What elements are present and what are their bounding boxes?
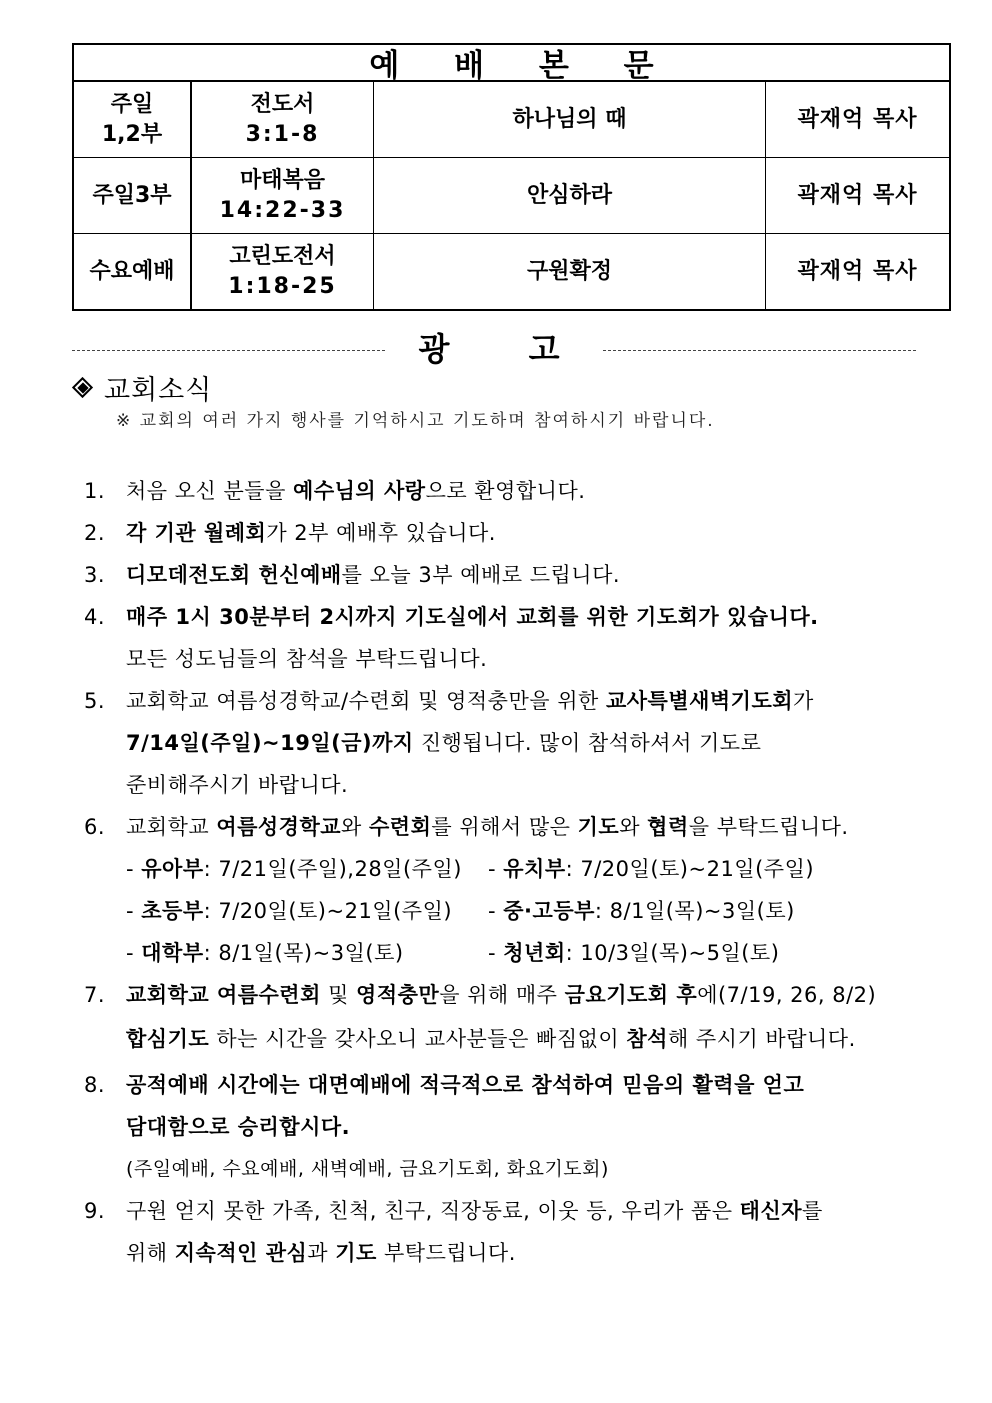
- item-text: 처음 오신 분들을: [126, 479, 294, 503]
- item-emphasis: 금요기도회 후: [564, 983, 698, 1007]
- item-emphasis: 협력: [647, 815, 689, 839]
- department-label: 중·고등부: [503, 899, 595, 923]
- item-emphasis: 7/14일(주일)~19일(금)까지: [126, 731, 414, 755]
- item-text: 을 부탁드립니다.: [688, 815, 849, 839]
- dash-bullet: -: [488, 941, 504, 965]
- announcements-header: [72, 327, 916, 367]
- list-item: [84, 596, 944, 680]
- item-emphasis: 각 기관 월례회: [126, 521, 267, 545]
- scripture-book: 전도서: [250, 91, 315, 117]
- schedule-row: [126, 890, 944, 932]
- item-emphasis: 기도: [335, 1241, 377, 1265]
- item-text: 구원 얻지 못한 가족, 친척, 친구, 직장동료, 이웃 등, 우리가 품은: [126, 1199, 740, 1223]
- worship-table-title: 예 배 본 문: [74, 45, 949, 82]
- item-emphasis: 디모데전도회 헌신예배: [126, 563, 342, 587]
- announcements-title: 광 고: [418, 330, 594, 368]
- schedule-row: [126, 848, 944, 890]
- list-item: [84, 974, 944, 1060]
- table-row: [74, 82, 949, 158]
- item-emphasis: 수련회: [369, 815, 432, 839]
- worship-scripture-table: [72, 43, 951, 311]
- item-text: 가: [793, 689, 814, 713]
- item-emphasis: 매주 1시 30분부터 2시까지 기도실에서 교회를 위한 기도회가 있습니다.: [126, 605, 819, 629]
- table-row: [74, 234, 949, 309]
- item-emphasis: 태신자: [739, 1199, 803, 1223]
- department-dates: : 7/20일(토)~21일(주일): [203, 899, 453, 923]
- department-label: 청년회: [503, 941, 566, 965]
- list-item: [84, 470, 944, 512]
- scripture-cell: [192, 82, 374, 157]
- department-label: 유치부: [503, 857, 566, 881]
- department-dates: : 7/21일(주일),28일(주일): [203, 857, 462, 881]
- department-dates: : 8/1일(목)~3일(토): [594, 899, 795, 923]
- item-text: 에(7/19, 26, 8/2): [697, 983, 877, 1007]
- item-text: 모든 성도님들의 참석을 부탁드립니다.: [126, 647, 488, 671]
- item-text: 을 위해 매주: [439, 983, 565, 1007]
- item-number: 1.: [84, 479, 106, 503]
- item-text: 과: [307, 1241, 336, 1265]
- service-name: 주일: [110, 91, 154, 117]
- item-number: 5.: [84, 689, 106, 713]
- item-emphasis: 공적예배 시간에는 대면예배에 적극적으로 참석하여 믿음의 활력을 얻고: [126, 1073, 805, 1097]
- scripture-cell: [192, 234, 374, 309]
- list-item: [84, 554, 944, 596]
- scripture-reference: 3:1-8: [245, 121, 320, 147]
- item-text: 를 오늘 3부 예배로 드립니다.: [341, 563, 621, 587]
- list-item: [84, 1064, 944, 1190]
- preacher: 곽재억 목사: [797, 182, 918, 208]
- announcement-list: [84, 470, 944, 1274]
- schedule-row: [126, 932, 944, 974]
- item-text: 및: [320, 983, 357, 1007]
- list-item: [84, 1190, 944, 1274]
- item-text: 하는 시간을 갖사오니 교사분들은 빠짐없이: [209, 1027, 627, 1051]
- item-text: 교회학교: [126, 815, 217, 839]
- item-number: 9.: [84, 1199, 106, 1223]
- item-text: 와: [341, 815, 370, 839]
- department-dates: : 7/20일(토)~21일(주일): [565, 857, 815, 881]
- sermon-title: 하나님의 때: [374, 82, 766, 157]
- department-label: 유아부: [141, 857, 204, 881]
- service-name: 주일3부: [74, 158, 192, 233]
- divider-left: [72, 350, 385, 351]
- item-text: 를 위해서 많은: [431, 815, 578, 839]
- divider-right: [603, 350, 916, 351]
- item-number: 7.: [84, 983, 106, 1007]
- item-number: 4.: [84, 605, 106, 629]
- item-emphasis: 영적충만: [356, 983, 440, 1007]
- department-dates: : 10/3일(목)~5일(토): [565, 941, 780, 965]
- item-number: 6.: [84, 815, 106, 839]
- dash-bullet: -: [126, 899, 142, 923]
- list-item: [84, 680, 944, 806]
- item-number: 8.: [84, 1073, 106, 1097]
- item-text: 진행됩니다. 많이 참석하셔서 기도로: [413, 731, 762, 755]
- department-label: 초등부: [141, 899, 204, 923]
- diamond-bullet-icon: [72, 377, 94, 399]
- table-row: [74, 158, 949, 234]
- department-label: 대학부: [141, 941, 204, 965]
- sermon-title: 안심하라: [374, 158, 766, 233]
- list-item: [84, 806, 944, 974]
- item-emphasis: 합심기도: [126, 1027, 210, 1051]
- item-emphasis: 지속적인 관심: [174, 1241, 308, 1265]
- service-name: 수요예배: [74, 234, 192, 309]
- service-part: 1,2부: [101, 121, 163, 147]
- item-emphasis: 참석: [626, 1027, 668, 1051]
- item-text: 를: [802, 1199, 823, 1223]
- scripture-reference: 14:22-33: [219, 197, 346, 223]
- dash-bullet: -: [488, 899, 504, 923]
- item-text: 준비해주시기 바랍니다.: [126, 773, 349, 797]
- item-text: 가 2부 예배후 있습니다.: [266, 521, 496, 545]
- service-list-note: (주일예배, 수요예배, 새벽예배, 금요기도회, 화요기도회): [126, 1158, 609, 1180]
- item-text: 교회학교 여름성경학교/수련회 및 영적충만을 위한: [126, 689, 606, 713]
- preacher: 곽재억 목사: [797, 258, 918, 284]
- item-emphasis: 교사특별새벽기도회: [605, 689, 794, 713]
- item-text: 위해: [126, 1241, 175, 1265]
- sermon-title: 구원확정: [374, 234, 766, 309]
- department-dates: : 8/1일(목)~3일(토): [203, 941, 404, 965]
- item-text: 해 주시기 바랍니다.: [667, 1027, 856, 1051]
- scripture-book: 고린도전서: [229, 243, 336, 269]
- item-text: 부탁드립니다.: [376, 1241, 516, 1265]
- dash-bullet: -: [126, 857, 142, 881]
- dash-bullet: -: [126, 941, 142, 965]
- dash-bullet: -: [488, 857, 504, 881]
- item-emphasis: 기도: [577, 815, 620, 839]
- item-number: 3.: [84, 563, 106, 587]
- item-text: 으로 환영합니다.: [425, 479, 586, 503]
- scripture-book: 마태복음: [239, 167, 325, 193]
- section-note: ※ 교회의 여러 가지 행사를 기억하시고 기도하며 참여하시기 바랍니다.: [116, 411, 715, 431]
- list-item: [84, 512, 944, 554]
- preacher: 곽재억 목사: [797, 106, 918, 132]
- item-emphasis: 예수님의 사랑: [293, 479, 426, 503]
- church-news-heading: [72, 368, 212, 407]
- item-text: 와: [619, 815, 648, 839]
- item-number: 2.: [84, 521, 106, 545]
- item-emphasis: 교회학교 여름수련회: [126, 983, 321, 1007]
- scripture-reference: 1:18-25: [228, 273, 337, 299]
- item-emphasis: 여름성경학교: [216, 815, 342, 839]
- service-cell: [74, 82, 192, 157]
- section-title: 교회소식: [104, 375, 213, 406]
- item-emphasis: 담대함으로 승리합시다.: [126, 1115, 351, 1139]
- scripture-cell: [192, 158, 374, 233]
